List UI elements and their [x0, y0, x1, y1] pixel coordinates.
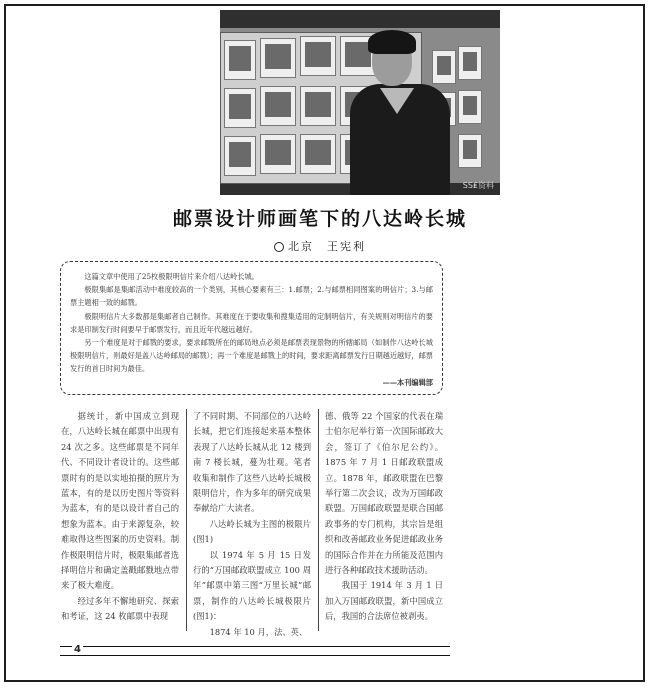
article-title: 邮票设计师画笔下的八达岭长城 — [172, 208, 467, 230]
body-paragraph: 据统计，新中国成立到现在，八达岭长城在邮票中出现有 24 次之多。这些邮票是不同年代、不同设计者设计的。这些邮票时有的是以实地拍摄的照片为蓝本，有的是以历史图片等资料为蓝本，有的是以设计者自己的想象为蓝本。由于来源复杂，较难取得这些图案的历史资料。制作极限明信片时，极限集邮者选择明信片和确定盖戳邮戮地点带来了极大难度。 — [61, 411, 179, 591]
exhibit-card — [224, 40, 256, 80]
person-hair — [368, 30, 416, 54]
body-column-3 — [325, 409, 443, 625]
exhibit-card — [300, 86, 336, 126]
exhibit-card — [432, 50, 456, 84]
abstract-signature: ——本刊编辑部 — [382, 377, 433, 387]
abstract-paragraph: 极限集邮是集邮活动中难度较高的一个类别，其核心要素有三：1.邮票；2.与邮票相同图案的明信片；3.与邮票主题相一致的邮戮。 — [70, 285, 433, 308]
exhibit-card — [458, 90, 482, 124]
body-paragraph: 了不同时期、不同部位的八达岭长城，把它们连接起来基本整体表现了八达岭长城从北 12 楼到南 7 楼长城，蔓为壮观。笔者收集和制作了这些八达岭长城极限明信片，作为多年的研究成果奉献给广大读者。 — [193, 411, 311, 514]
page-number: 4 — [74, 644, 81, 655]
footer-rule — [60, 646, 450, 656]
abstract-paragraph: 另一个难度是对于邮戮的要求，要求邮戮所在的邮局地点必须是邮票表现景物的所辖邮局（如制作八达岭长城极限明信片，则最好是盖八达岭邮局的邮戮）；再一个难度是邮戮上的时间，要求距离邮票发行日期越近越好，邮票发行的首日时间为最佳。 — [70, 338, 433, 374]
exhibit-card — [260, 86, 296, 126]
body-paragraph: 经过多年不懈地研究、探索和考证，这 24 枚邮票中表现 — [61, 595, 179, 622]
abstract-paragraph: 这篇文章中使用了25枚极限明信片来介绍八达岭长城。 — [84, 272, 259, 281]
circle-icon — [274, 242, 284, 252]
exhibit-card — [224, 88, 256, 128]
header-photo — [220, 10, 500, 195]
author-name: 北京 王宪利 — [288, 240, 366, 253]
photo-credit: SS₤资料 — [462, 181, 494, 190]
exhibit-card — [260, 38, 296, 78]
editor-abstract-box — [60, 261, 443, 395]
body-column-2 — [193, 409, 311, 640]
body-paragraph: 德、俄等 22 个国家的代表在瑞士伯尔尼举行第一次国际邮政大会，签订了《伯尔尼公约》。1875 年 7 月 1 日邮政联盟成立。1878 年，邮政联盟在巴黎举行第二次会议，改为万国邮政联盟。万国邮政联盟是联合国邮政事务的专门机构，其宗旨是组织和改善邮政业务促进邮政业务的国际合作并在力所能及范围内进行各种邮政技术援助活动。 — [325, 411, 443, 576]
byline — [60, 238, 580, 254]
exhibit-card — [300, 36, 336, 76]
column-divider — [186, 409, 187, 631]
exhibit-card — [224, 136, 256, 176]
exhibit-card — [458, 46, 482, 80]
body-paragraph: 以 1974 年 5 月 15 日发行的“万国邮政联盟成立 100 周年”邮票中第三图“万里长城”邮票，制作的八达岭长城极限片(图1)： — [193, 549, 311, 622]
body-column-1 — [61, 409, 179, 625]
body-paragraph: 我国于 1914 年 3 月 1 日加入万国邮政联盟，新中国成立后，我国的合法席位被剥夷。 — [325, 580, 443, 622]
exhibit-card — [458, 134, 482, 168]
body-paragraph: 1874 年 10 月，法、英、 — [209, 626, 308, 637]
exhibit-card — [260, 134, 296, 174]
body-paragraph: 八达岭长城为主图的极限片(图1) — [193, 518, 311, 545]
abstract-paragraph: 极限明信片大多数都是集邮者自己制作。其难度在于要收集和搜集适用的定制明信片，有关规则对明信片的要求是印制发行时间要早于邮票发行，而且近年代越远越好。 — [70, 311, 433, 334]
exhibit-card — [300, 134, 336, 174]
column-divider — [318, 409, 319, 631]
